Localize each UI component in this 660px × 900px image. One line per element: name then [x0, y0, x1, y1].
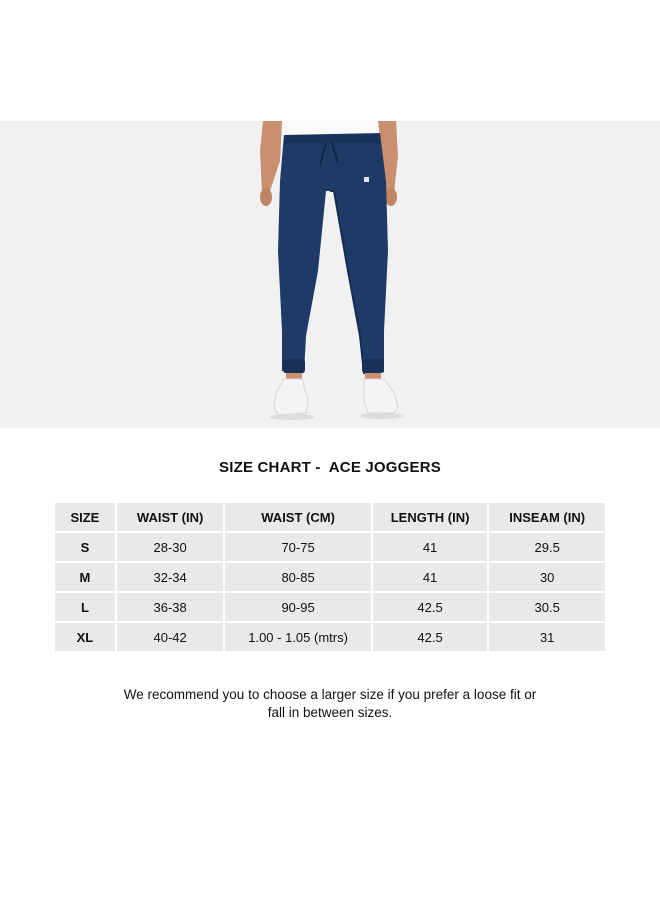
- joggers-illustration: [0, 121, 660, 428]
- waist-cm-value: 80-85: [225, 563, 370, 591]
- header-waist-in: WAIST (IN): [117, 503, 224, 531]
- product-photo: [0, 121, 660, 428]
- table-header-row: [55, 503, 605, 531]
- waist-in-value: 40-42: [117, 623, 224, 651]
- size-label: S: [55, 533, 115, 561]
- waist-in-value: 28-30: [117, 533, 224, 561]
- header-waist-cm: WAIST (CM): [225, 503, 370, 531]
- waist-in-value: 32-34: [117, 563, 224, 591]
- length-in-value: 41: [373, 533, 488, 561]
- inseam-in-value: 30.5: [489, 593, 605, 621]
- table-row: [55, 623, 605, 651]
- waist-cm-value: 70-75: [225, 533, 370, 561]
- length-in-value: 42.5: [373, 623, 488, 651]
- header-length-in: LENGTH (IN): [373, 503, 488, 531]
- size-chart-table: [53, 501, 607, 653]
- length-in-value: 41: [373, 563, 488, 591]
- header-inseam-in: INSEAM (IN): [489, 503, 605, 531]
- note-line-1: We recommend you to choose a larger size if you prefer a loose fit or: [123, 687, 537, 702]
- inseam-in-value: 29.5: [489, 533, 605, 561]
- table-row: [55, 533, 605, 561]
- inseam-in-value: 31: [489, 623, 605, 651]
- table-row: [55, 563, 605, 591]
- waist-cm-value: 1.00 - 1.05 (mtrs): [225, 623, 370, 651]
- header-size: SIZE: [55, 503, 115, 531]
- waist-cm-value: 90-95: [225, 593, 370, 621]
- size-label: L: [55, 593, 115, 621]
- length-in-value: 42.5: [373, 593, 488, 621]
- table-row: [55, 593, 605, 621]
- size-label: M: [55, 563, 115, 591]
- waist-in-value: 36-38: [117, 593, 224, 621]
- size-label: XL: [55, 623, 115, 651]
- fit-recommendation-note: [60, 686, 600, 722]
- size-chart-title: SIZE CHART - ACE JOGGERS: [219, 459, 441, 476]
- inseam-in-value: 30: [489, 563, 605, 591]
- note-line-2: fall in between sizes.: [267, 705, 393, 720]
